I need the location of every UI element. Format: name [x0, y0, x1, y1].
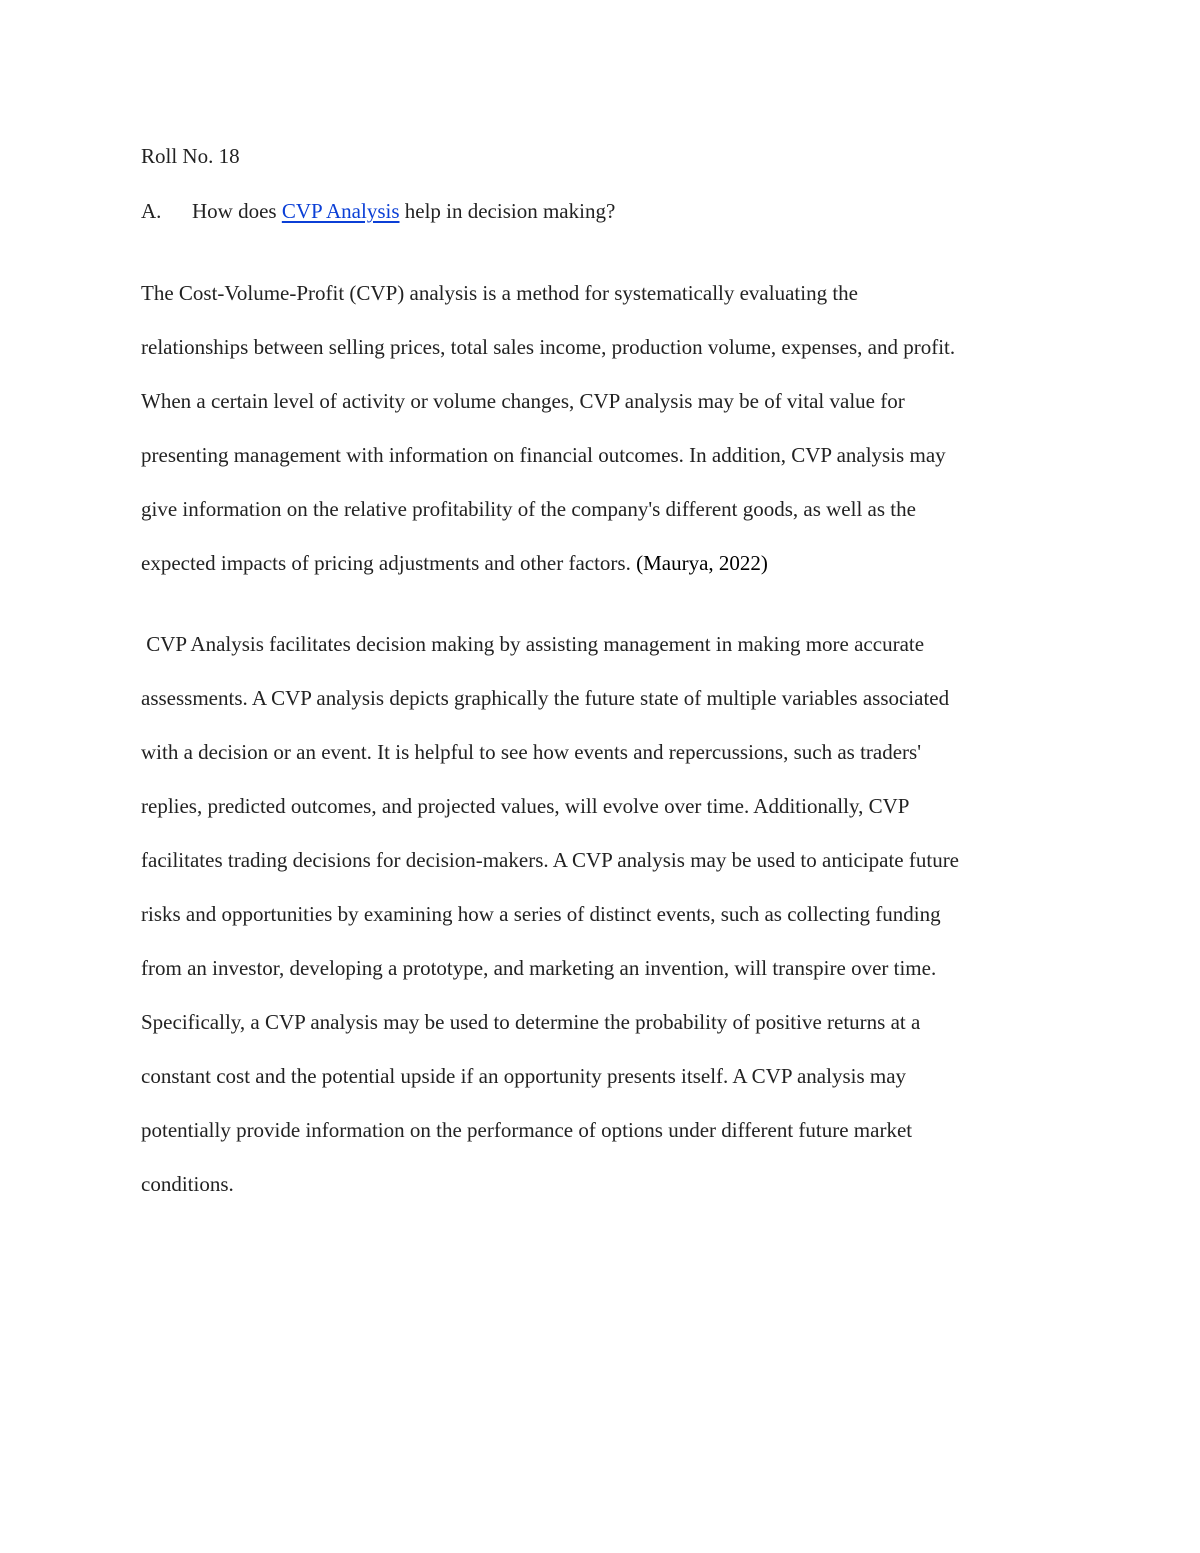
paragraph-1-last-text: expected impacts of pricing adjustments and other factors. [141, 551, 637, 575]
paragraph-2-line-6: risks and opportunities by examining how a series of distinct events, such as collecting funding [141, 902, 941, 926]
paragraph-2-line-10: potentially provide information on the performance of options under different future market [141, 1118, 913, 1142]
paragraph-2-line-1: CVP Analysis facilitates decision making by assisting management in making more accurate [141, 632, 925, 656]
paragraph-1-line-4: presenting management with information on financial outcomes. In addition, CVP analysis may [141, 443, 946, 467]
roll-number: Roll No. 18 [141, 144, 240, 168]
question-heading [192, 197, 615, 225]
paragraph-1-line-1: The Cost-Volume-Profit (CVP) analysis is a method for systematically evaluating the [141, 281, 858, 305]
paragraph-2-line-8: Specifically, a CVP analysis may be used to determine the probability of positive returns at a [141, 1010, 921, 1034]
paragraph-1-line-2: relationships between selling prices, total sales income, production volume, expenses, and profit. [141, 335, 956, 359]
paragraph-2-line-4: replies, predicted outcomes, and projected values, will evolve over time. Additionally, CVP [141, 794, 910, 818]
paragraph-1-line-3: When a certain level of activity or volume changes, CVP analysis may be of vital value for [141, 389, 905, 413]
paragraph-2-line-3: with a decision or an event. It is helpful to see how events and repercussions, such as traders' [141, 740, 921, 764]
paragraph-2-line-7: from an investor, developing a prototype, and marketing an invention, will transpire over time. [141, 956, 937, 980]
question-prefix: How does [192, 199, 282, 223]
paragraph-2-line-2: assessments. A CVP analysis depicts graphically the future state of multiple variables associated [141, 686, 950, 710]
paragraph-2-line-11: conditions. [141, 1172, 234, 1196]
question-suffix: help in decision making? [399, 199, 616, 223]
paragraph-1-line-6 [141, 549, 768, 577]
citation: (Maurya, 2022) [636, 551, 768, 575]
question-label: A. [141, 199, 162, 223]
cvp-analysis-link[interactable]: CVP Analysis [281, 199, 400, 223]
paragraph-1-line-5: give information on the relative profitability of the company's different goods, as well as the [141, 497, 916, 521]
paragraph-2-line-9: constant cost and the potential upside if an opportunity presents itself. A CVP analysis may [141, 1064, 907, 1088]
paragraph-2-line-5: facilitates trading decisions for decision-makers. A CVP analysis may be used to anticipate future [141, 848, 960, 872]
